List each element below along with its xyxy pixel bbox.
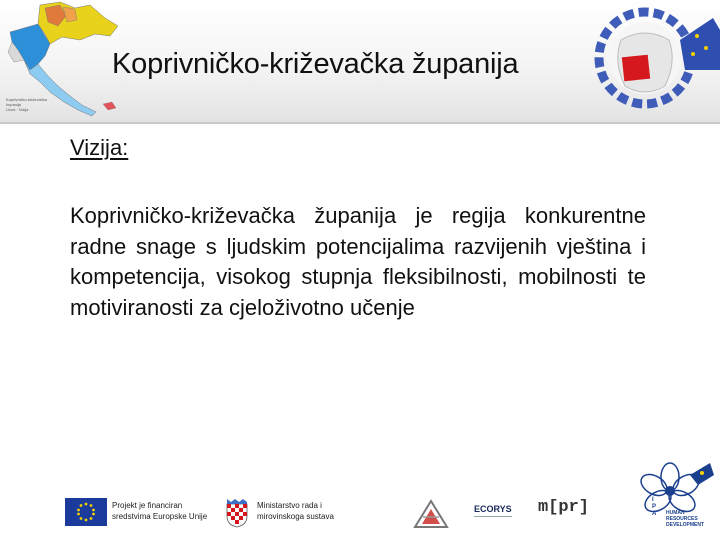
- ipa-letter: I: [652, 497, 654, 503]
- ipa-text-line: RESOURCES: [666, 516, 698, 522]
- main-content: [70, 135, 646, 323]
- european-circle-art: [585, 0, 720, 122]
- ipa-text-line: HUMAN: [666, 510, 685, 516]
- map-caption: [6, 97, 66, 112]
- eu-funding-line: Projekt je financiran: [112, 501, 183, 510]
- footer-logos: [0, 460, 720, 540]
- vision-text: Koprivničko-križevačka županija je regija konkurentne radne snage s ljudskim potencijalima razvijenih vještina i kompetencija, visokog stupnja fleksibilnosti, mobilnosti te motiviranosti za cjeloživotno učenje: [70, 203, 646, 320]
- header-banner: [0, 0, 720, 124]
- ipa-letter: A: [652, 511, 657, 517]
- ecorys-underline: [474, 516, 512, 517]
- ipa-text-line: DEVELOPMENT: [666, 522, 705, 528]
- ministry-line: mirovinskoga sustava: [257, 512, 334, 521]
- ecorys-logo: ECORYS: [474, 504, 512, 514]
- eu-flag-icon: [65, 498, 107, 526]
- mpr-logo: m[pr]: [538, 498, 590, 517]
- croatian-coat-of-arms-icon: [225, 498, 249, 528]
- slide-title: Koprivničko-križevačka županija: [112, 48, 519, 80]
- ipa-letter: P: [652, 504, 657, 510]
- map-caption-line: Koprivničko-križevačka: [6, 97, 47, 102]
- ministry-text: [257, 500, 367, 522]
- eu-funding-text: [112, 500, 222, 522]
- partner-logo-icon: [413, 499, 449, 531]
- eu-funding-line: sredstvima Europske Unije: [112, 512, 208, 521]
- ipa-text: [666, 510, 704, 528]
- section-heading: Vizija:: [70, 135, 129, 160]
- ministry-line: Ministarstvo rada i: [257, 501, 322, 510]
- map-caption-line: Uvod · Vizija: [6, 107, 29, 112]
- map-caption-line: županija: [6, 102, 21, 107]
- ipa-letters: [652, 497, 662, 518]
